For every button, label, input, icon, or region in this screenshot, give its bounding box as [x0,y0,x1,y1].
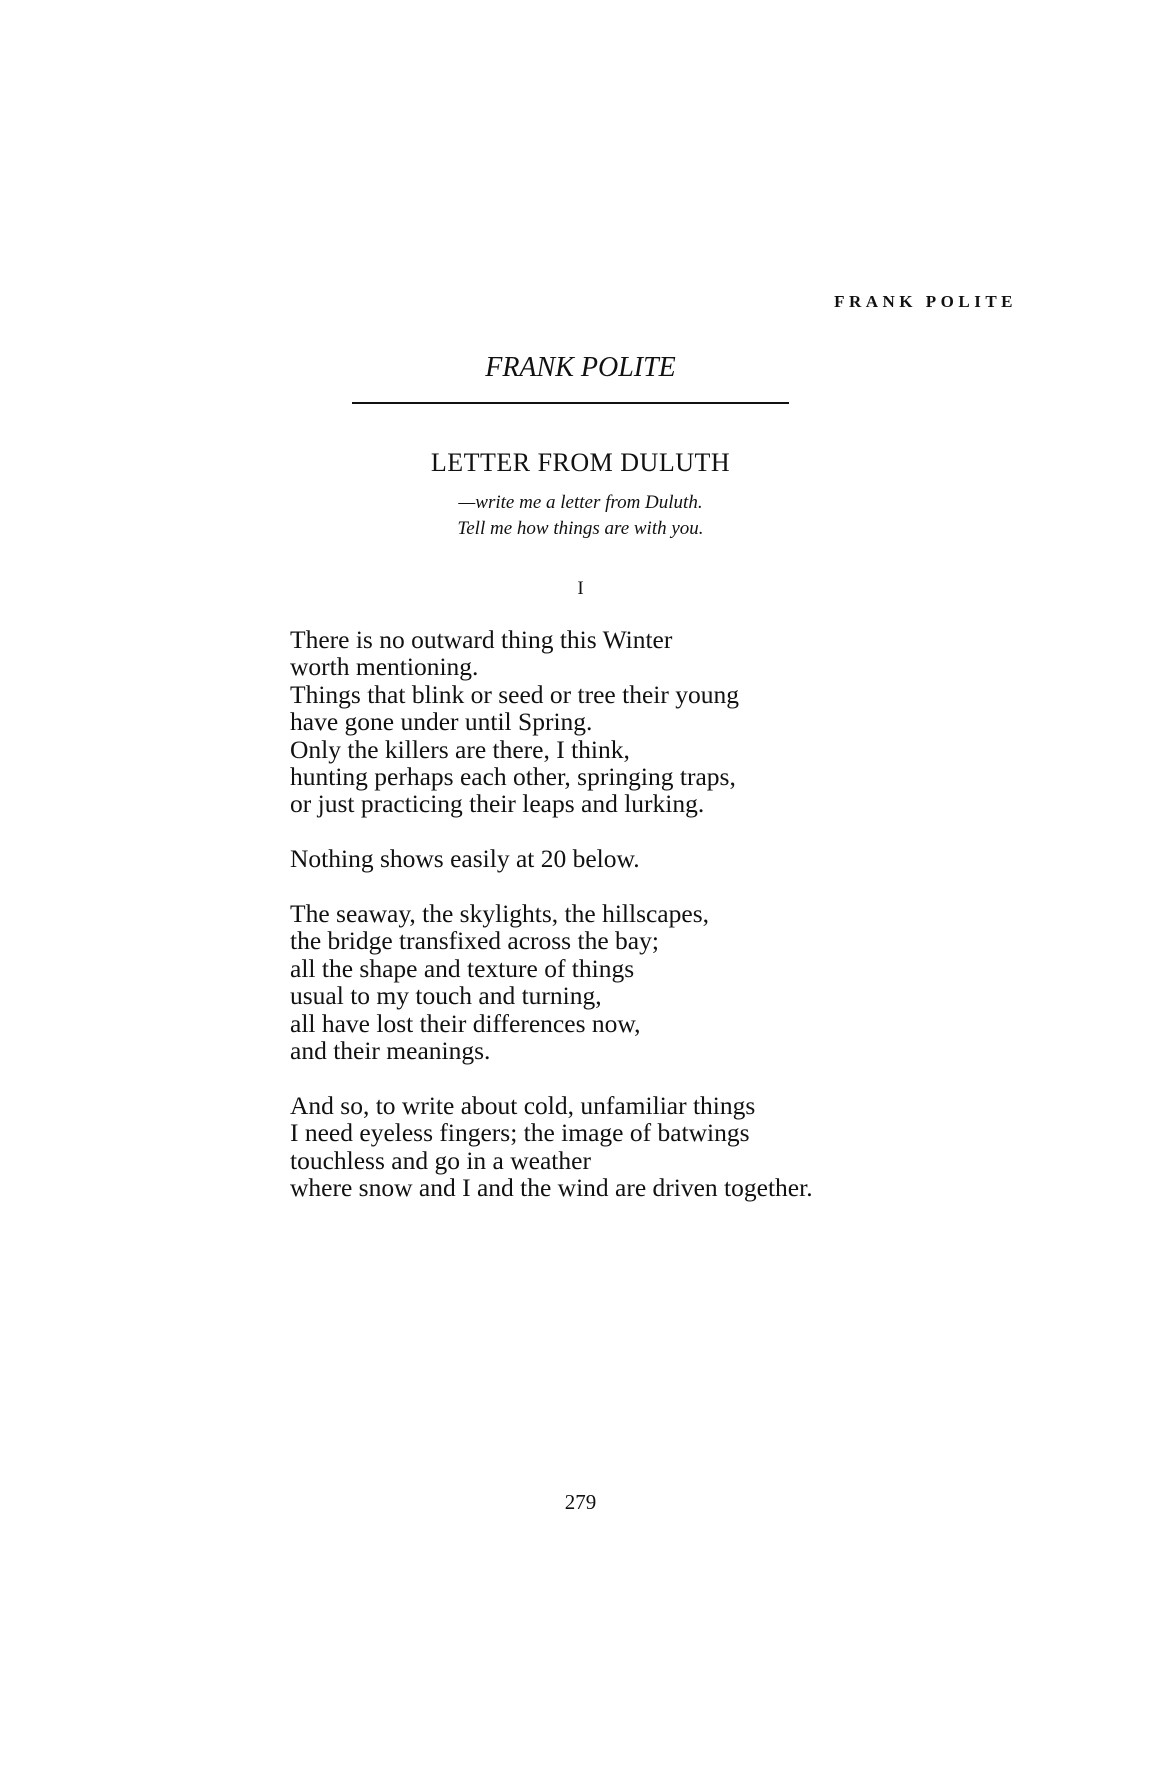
epigraph-line: Tell me how things are with you. [457,518,704,539]
poem-line: I need eyeless fingers; the image of batwings [290,1118,750,1148]
poem-line: all have lost their differences now, [290,1008,641,1038]
poem-line: all the shape and texture of things [290,953,635,983]
poem-line: worth mentioning. [290,652,479,682]
poem-line: hunting perhaps each other, springing traps, [290,762,736,792]
poem-line: Nothing shows easily at 20 below. [290,844,640,874]
poem-line: or just practicing their leaps and lurking. [290,789,705,819]
stanza-gap [290,873,813,900]
poem-line: usual to my touch and turning, [290,981,602,1011]
stanza-gap [290,1064,813,1091]
poem-body [290,626,813,1201]
stanza-gap [290,818,813,845]
poem-line: Only the killers are there, I think, [290,734,630,764]
poem-title: LETTER FROM DULUTH [430,448,731,477]
poem-line: The seaway, the skylights, the hillscapes, [290,899,709,929]
poem-line: where snow and I and the wind are driven together. [290,1173,813,1203]
stanza [290,1092,813,1202]
epigraph [0,490,1161,542]
poem-line: There is no outward thing this Winter [290,625,673,654]
epigraph-line: —write me a letter from Duluth. [458,492,703,513]
page-number: 279 [564,1490,597,1514]
poem-line: and their meanings. [290,1036,491,1066]
poem-line: the bridge transfixed across the bay; [290,926,659,956]
running-head: FRANK POLITE [834,292,1017,311]
poem-line: Things that blink or seed or tree their young [290,679,739,709]
section-numeral: I [577,578,584,599]
stanza [290,900,813,1064]
author-name: FRANK POLITE [485,352,676,383]
stanza [290,845,813,872]
title-rule [352,402,789,404]
poem-line: have gone under until Spring. [290,707,593,737]
poem-line: And so, to write about cold, unfamiliar things [290,1090,756,1120]
poem-line: touchless and go in a weather [290,1145,591,1175]
stanza [290,626,813,818]
